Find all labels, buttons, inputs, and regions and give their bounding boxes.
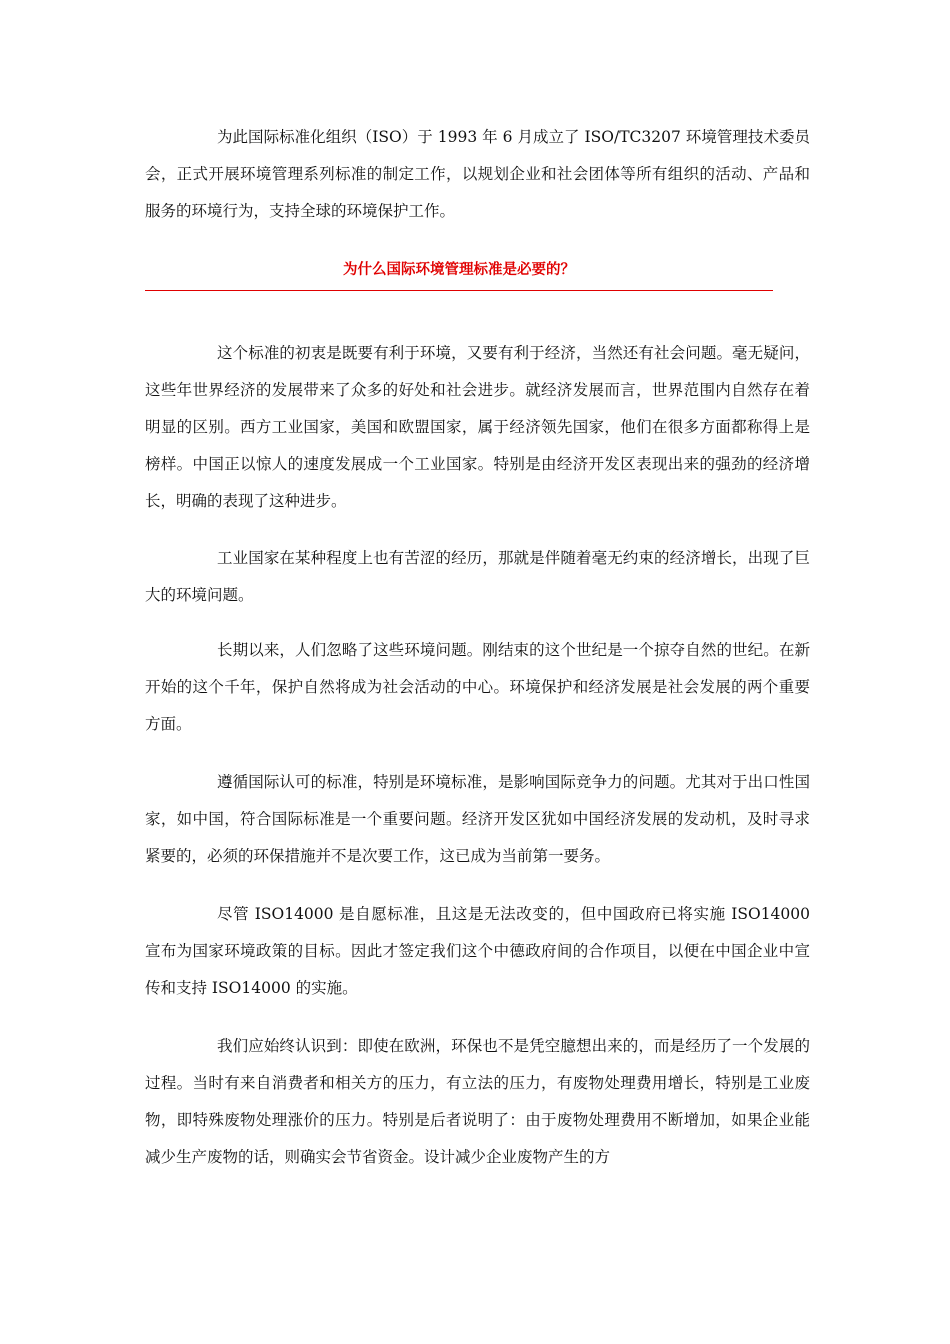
intro-paragraph: 为此国际标准化组织（ISO）于 1993 年 6 月成立了 ISO/TC3207 环境管理技术委员会，正式开展环境管理系列标准的制定工作，以规划企业和社会团体等所有组织的活动、产品和服务的环境行为，支持全球的环境保护工作。 bbox=[145, 128, 810, 220]
body-paragraph-6: 我们应始终认识到：即使在欧洲，环保也不是凭空臆想出来的，而是经历了一个发展的过程。当时有来自消费者和相关方的压力，有立法的压力，有废物处理费用增长，特别是工业废物，即特殊废物处理涨价的压力。特别是后者说明了：由于废物处理费用不断增加，如果企业能减少生产废物的话，则确实会节省资金。设计减少企业废物产生的方 bbox=[145, 1037, 810, 1166]
body-paragraph-4: 遵循国际认可的标准，特别是环境标准，是影响国际竞争力的问题。尤其对于出口性国家，如中国，符合国际标准是一个重要问题。经济开发区犹如中国经济发展的发动机，及时寻求紧要的，必须的环保措施并不是次要工作，这已成为当前第一要务。 bbox=[145, 773, 810, 865]
section-heading: 为什么国际环境管理标准是必要的？ bbox=[343, 262, 575, 278]
body-paragraph-5: 尽管 ISO14000 是自愿标准，且这是无法改变的，但中国政府已将实施 ISO14000 宣布为国家环境政策的目标。因此才签定我们这个中德政府间的合作项目，以便在中国企业中宣传和支持 ISO14000 的实施。 bbox=[145, 905, 810, 997]
body-paragraph-3: 长期以来，人们忽略了这些环境问题。刚结束的这个世纪是一个掠夺自然的世纪。在新开始的这个千年，保护自然将成为社会活动的中心。环境保护和经济发展是社会发展的两个重要方面。 bbox=[145, 641, 810, 733]
body-paragraph-2: 工业国家在某种程度上也有苦涩的经历，那就是伴随着毫无约束的经济增长，出现了巨大的环境问题。 bbox=[145, 549, 810, 604]
body-paragraph-1: 这个标准的初衷是既要有利于环境，又要有利于经济，当然还有社会问题。毫无疑问，这些年世界经济的发展带来了众多的好处和社会进步。就经济发展而言，世界范围内自然存在着明显的区别。西方工业国家，美国和欧盟国家，属于经济领先国家，他们在很多方面都称得上是榜样。中国正以惊人的速度发展成一个工业国家。特别是由经济开发区表现出来的强劲的经济增长，明确的表现了这种进步。 bbox=[145, 344, 810, 510]
heading-underline bbox=[145, 290, 773, 291]
